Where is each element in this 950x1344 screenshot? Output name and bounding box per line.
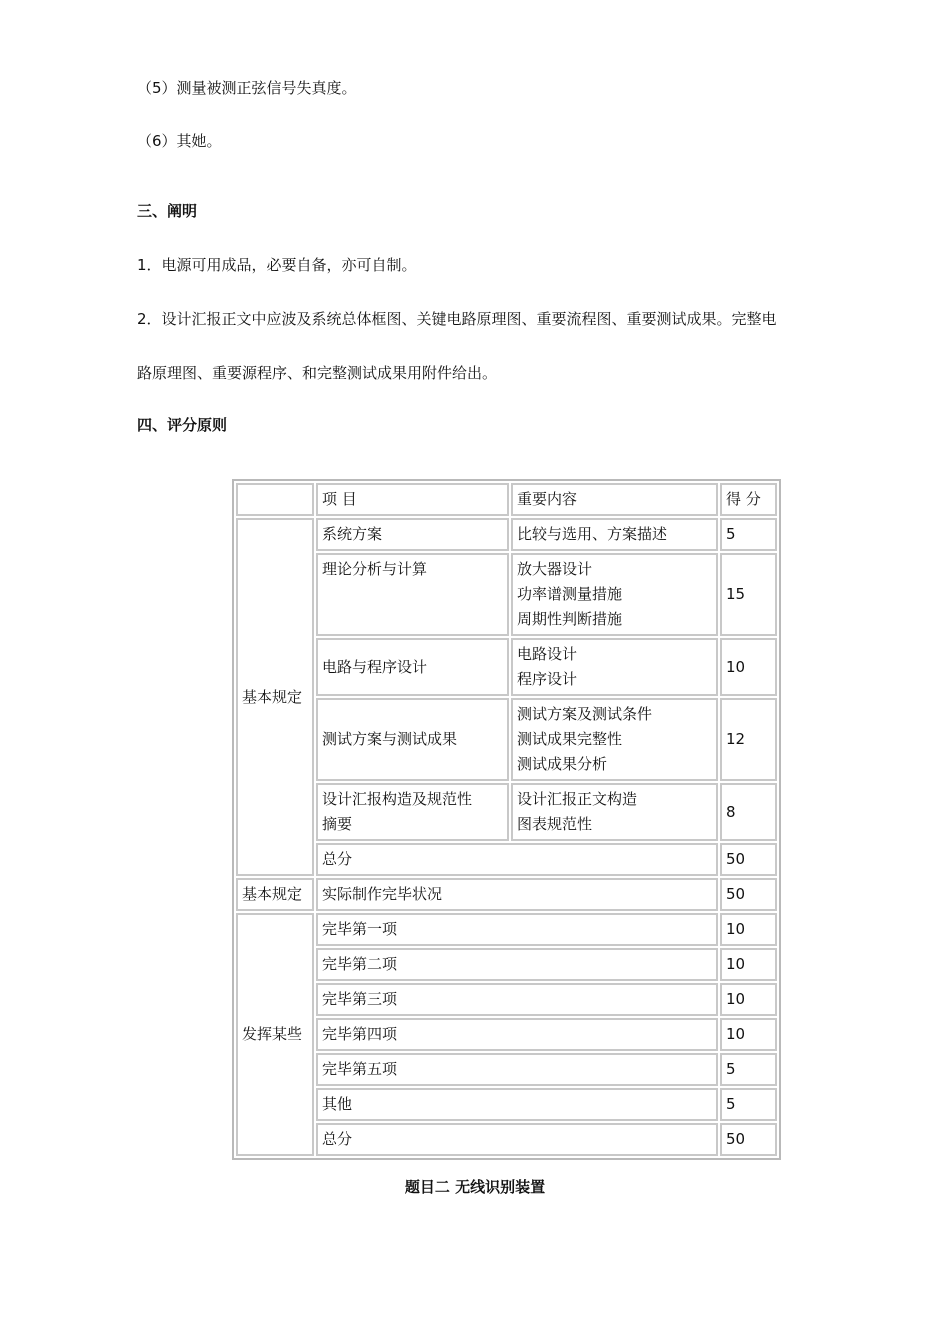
extend-total-score: 50 (720, 1123, 777, 1156)
next-topic-title: 题目二 无线识别装置 (404, 1178, 546, 1196)
group-basic-cell: 基本规定 (236, 518, 314, 876)
item-line: 摘要 (322, 815, 353, 833)
table-row (236, 553, 777, 636)
section-3-heading: 三、阐明 (137, 202, 198, 220)
table-row (236, 518, 777, 551)
table-row (236, 1053, 777, 1086)
basic-total-label: 总分 (316, 843, 718, 876)
content-line: 电路设计 (517, 645, 578, 663)
table-row (236, 698, 777, 781)
note-2-line-1: 2．设计汇报正文中应波及系统总体框图、关键电路原理图、重要流程图、重要测试成果。完整电 (137, 310, 777, 328)
score-cell: 5 (720, 518, 777, 551)
score-cell: 15 (720, 553, 777, 636)
note-1: 1．电源可用成品，必要自备，亦可自制。 (137, 256, 417, 274)
extend-score: 5 (720, 1053, 777, 1086)
table-row (236, 1123, 777, 1156)
table-row (236, 1088, 777, 1121)
header-cell-item: 项 目 (316, 483, 509, 516)
actual-score: 50 (720, 878, 777, 911)
score-cell: 8 (720, 783, 777, 841)
note-2-line-2: 路原理图、重要源程序、和完整测试成果用附件给出。 (137, 364, 498, 382)
extend-label: 完毕第二项 (316, 948, 718, 981)
content-line: 测试成果完整性 (517, 730, 623, 748)
item-cell (316, 783, 509, 841)
item-cell: 电路与程序设计 (316, 638, 509, 696)
content-cell: 比较与选用、方案描述 (511, 518, 718, 551)
item-line: 设计汇报构造及规范性 (322, 790, 473, 808)
score-cell: 10 (720, 638, 777, 696)
table-row (236, 1018, 777, 1051)
section-4-heading: 四、评分原则 (137, 416, 228, 434)
content-line: 设计汇报正文构造 (517, 790, 638, 808)
extend-total-label: 总分 (316, 1123, 718, 1156)
item-cell: 测试方案与测试成果 (316, 698, 509, 781)
table-row (236, 948, 777, 981)
header-cell-score: 得 分 (720, 483, 777, 516)
table-row (236, 638, 777, 696)
content-line: 测试方案及测试条件 (517, 705, 653, 723)
extend-label: 其他 (316, 1088, 718, 1121)
item-cell: 理论分析与计算 (316, 553, 509, 636)
extend-label: 完毕第三项 (316, 983, 718, 1016)
item-5: （5）测量被测正弦信号失真度。 (137, 79, 357, 97)
extend-score: 10 (720, 948, 777, 981)
scoring-table (232, 479, 781, 1160)
table-header-row (236, 483, 777, 516)
table-row (236, 878, 777, 911)
group-extend-cell: 发挥某些 (236, 913, 314, 1156)
content-line: 测试成果分析 (517, 755, 608, 773)
extend-label: 完毕第四项 (316, 1018, 718, 1051)
table-row (236, 913, 777, 946)
extend-score: 10 (720, 1018, 777, 1051)
content-line: 功率谱测量措施 (517, 585, 623, 603)
extend-label: 完毕第五项 (316, 1053, 718, 1086)
content-line: 程序设计 (517, 670, 578, 688)
content-cell (511, 783, 718, 841)
content-cell (511, 553, 718, 636)
content-line: 放大器设计 (517, 560, 593, 578)
table-row (236, 783, 777, 841)
score-cell: 12 (720, 698, 777, 781)
content-line: 图表规范性 (517, 815, 593, 833)
actual-label: 实际制作完毕状况 (316, 878, 718, 911)
content-cell (511, 698, 718, 781)
content-line: 周期性判断措施 (517, 610, 623, 628)
item-cell: 系统方案 (316, 518, 509, 551)
item-6: （6）其她。 (137, 132, 222, 150)
header-cell-empty (236, 483, 314, 516)
content-cell (511, 638, 718, 696)
table-row (236, 983, 777, 1016)
extend-score: 10 (720, 913, 777, 946)
extend-score: 5 (720, 1088, 777, 1121)
table-row (236, 843, 777, 876)
extend-score: 10 (720, 983, 777, 1016)
header-cell-content: 重要内容 (511, 483, 718, 516)
extend-label: 完毕第一项 (316, 913, 718, 946)
group-basic-actual-cell: 基本规定 (236, 878, 314, 911)
basic-total-score: 50 (720, 843, 777, 876)
